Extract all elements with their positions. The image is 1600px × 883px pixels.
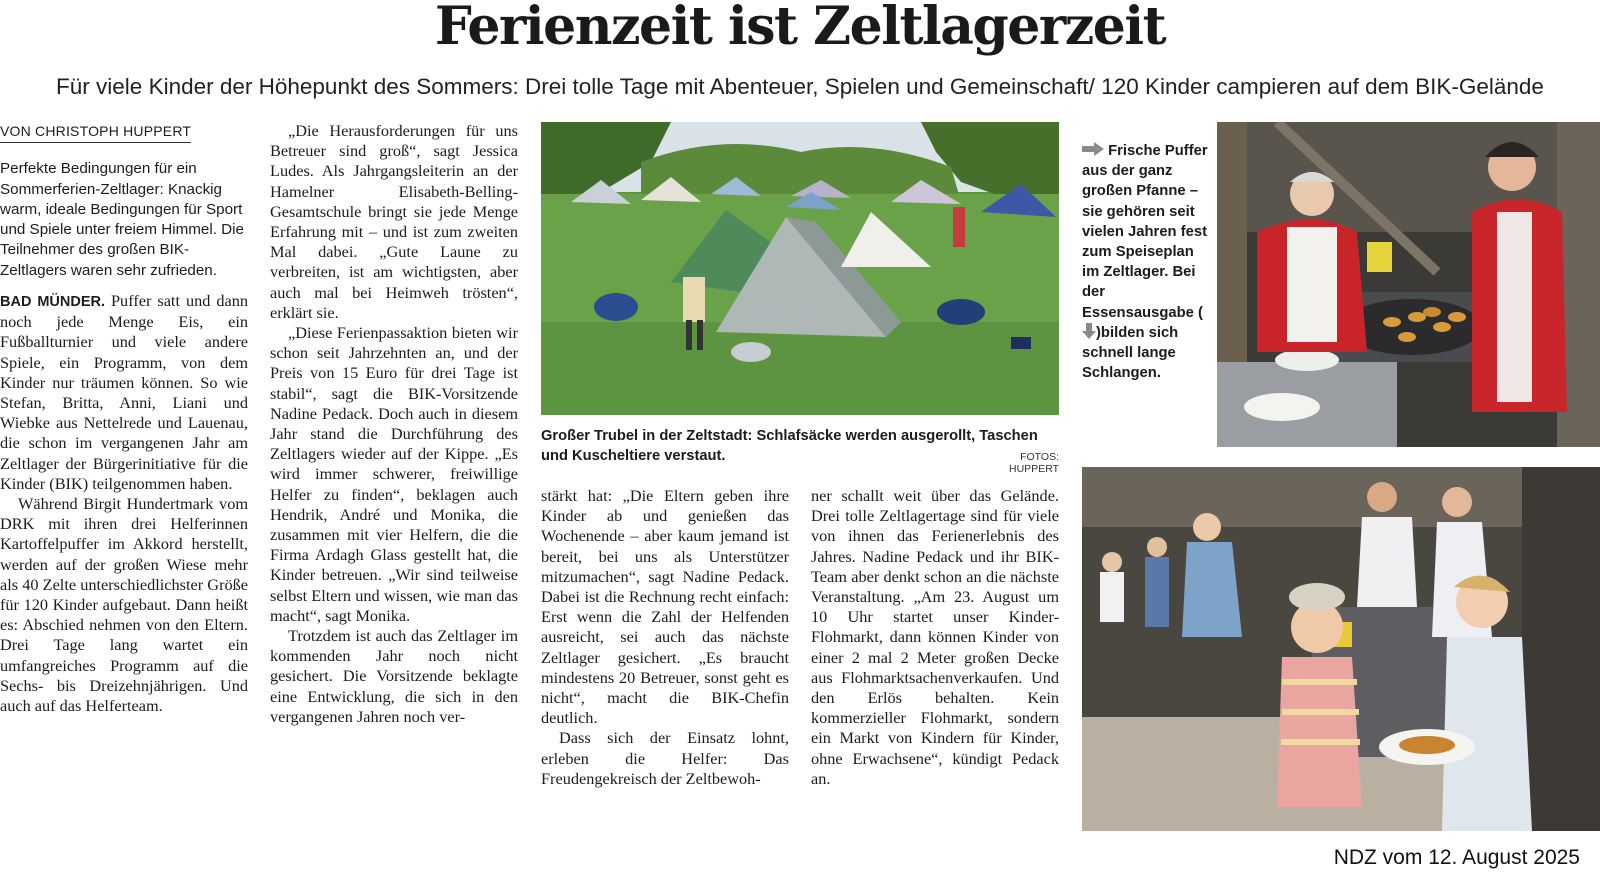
body-paragraph: Trotzdem ist auch das Zeltlager im kommenden Jahr noch nicht gesichert. Die Vorsitzende beklagte eine Entwicklung, die sich in den vergangenen Jahren noch ver-: [270, 626, 518, 726]
text-column-1: [0, 121, 248, 716]
cooks-illustration: [1217, 122, 1600, 447]
side-photo-caption: [1082, 141, 1210, 383]
text-column-4: [811, 486, 1059, 789]
body-text: Puffer satt und dann noch jede Menge Eis, ein Fußballturnier und viele andere Spiele, ein Programm, von dem Kinder nur träumen können. So wie Stefan, Britta, Anni, Liani und Wiebke aus Nettelrede und Lauenau, die schon im vergangenen Jahr am Zeltlager der Bürgerinitiative für die Kinder (BIK) teilgenommen haben.: [0, 290, 248, 493]
text-column-2: [270, 121, 518, 727]
body-paragraph: „Diese Ferienpassaktion bieten wir schon seit Jahrzehnten an, und der Preis von 15 Euro für drei Tage ist stabil“, sagt die BIK-Vorsitzende Nadine Pedack. Doch auch in diesem Jahr stand die Durchführung des Zeltlagers wieder auf der Kippe. „Es wird immer schwerer, freiwillige Helfer zu finden“, beklagen auch Hendrik, André und Monika, die zusammen mit vier Helfern, die die Firma Ardagh Glass gestellt hat, die Kinder betreuen. „Wir sind teilweise selbst Eltern und wissen, wie man das macht“, sagt Monika.: [270, 323, 518, 625]
side-caption-text-2: )bilden sich schnell lange Schlangen.: [1082, 324, 1179, 382]
photo-cooks-frying: [1217, 122, 1600, 447]
arrow-right-icon: [1082, 142, 1104, 156]
photo-food-line: [1082, 467, 1600, 831]
teaser: Perfekte Bedingungen für ein Sommerferien-Zeltlager: Knackig warm, ideale Bedingungen für Sport und Spiele unter freiem Himmel. Die Teilnehmer des großen BIK-Zeltlagers waren sehr zufrieden.: [0, 160, 244, 279]
photo-tent-camp: [541, 122, 1059, 415]
photo-credit: FOTOS: HUPPERT: [1009, 451, 1059, 475]
article-headline: Ferienzeit ist Zeltlagerzeit: [434, 0, 1166, 57]
food-line-illustration: [1082, 467, 1600, 831]
body-paragraph: stärkt hat: „Die Eltern geben ihre Kinder ab und genießen das Wochenende – aber kaum jemand ist bereit, bei uns als Unterstützer mitzumachen“, sagt Nadine Pedack. Dabei ist die Rechnung recht einfach: Erst wenn die Zahl der Helfenden ausreicht, sei auch das nächste Zeltlager gesichert. „Es braucht mindestens 20 Betreuer, sonst geht es nicht“, macht die BIK-Chefin deutlich.: [541, 486, 789, 728]
dateline: BAD MÜNDER.: [0, 293, 106, 310]
body-paragraph: ner schallt weit über das Gelände. Drei tolle Zeltlagertage sind für viele von ihnen das Ferienerlebnis des Jahres. Nadine Pedack und ihr BIK-Team aber denkt schon an die nächste Veranstaltung. „Am 23. August um 10 Uhr startet unser Kinder-Flohmarkt, dann können Kinder von einer 2 mal 2 Meter großen Decke aus Flohmarktsachenverkaufen. Und den Erlös behalten. Kein kommerzieller Flohmarkt, sondern ein Markt von Kindern für Kinder, ohne Erwachsene“, kündigt Pedack an.: [811, 486, 1059, 788]
main-photo-caption: Großer Trubel in der Zeltstadt: Schlafsäcke werden ausgerollt, Taschen und Kuscheltiere verstaut.: [541, 428, 1038, 464]
text-column-3: [541, 486, 789, 789]
body-paragraph: Dass sich der Einsatz lohnt, erleben die Helfer: Das Freudengekreisch der Zeltbewoh-: [541, 728, 789, 788]
source-footer: NDZ vom 12. August 2025: [1333, 846, 1580, 869]
arrow-down-icon: [1082, 323, 1096, 339]
body-paragraph: [0, 291, 248, 494]
body-paragraph: Während Birgit Hundertmark vom DRK mit ihren drei Helferinnen Kartoffelpuffer im Akkord herstellt, werden auf der großen Wiese mehr als 40 Zelte unterschiedlichster Größe für 120 Kinder aufgebaut. Dann heißt es: Abschied nehmen von den Eltern. Drei Tage lang wartet ein umfangreiches Programm auf die Sechs- bis Dreizehnjährigen. Und auch auf das Helferteam.: [0, 494, 248, 716]
side-caption-text-1: Frische Puffer aus der ganz großen Pfanne – sie gehören seit vielen Jahren fest zum Speiseplan im Zeltlager. Bei der Essensausgabe (: [1082, 143, 1208, 321]
tent-camp-illustration: [541, 122, 1059, 415]
article-subheadline: Für viele Kinder der Höhepunkt des Sommers: Drei tolle Tage mit Abenteuer, Spielen und Gemeinschaft/ 120 Kinder campieren auf dem BIK-Gelände: [56, 74, 1544, 99]
body-paragraph: „Die Herausforderungen für uns Betreuer sind groß“, sagt Jessica Ludes. Als Jahrgangsleiterin an der Hamelner Elisabeth-Belling-Gesamtschule bringt sie jede Menge Erfahrung mit – und ist zum zweiten Mal dabei. „Gute Laune zu verbreiten, ist am wichtigsten, aber auch mal bei Heimweh trösten“, erklärt sie.: [270, 121, 518, 322]
byline: VON CHRISTOPH HUPPERT: [0, 121, 191, 143]
